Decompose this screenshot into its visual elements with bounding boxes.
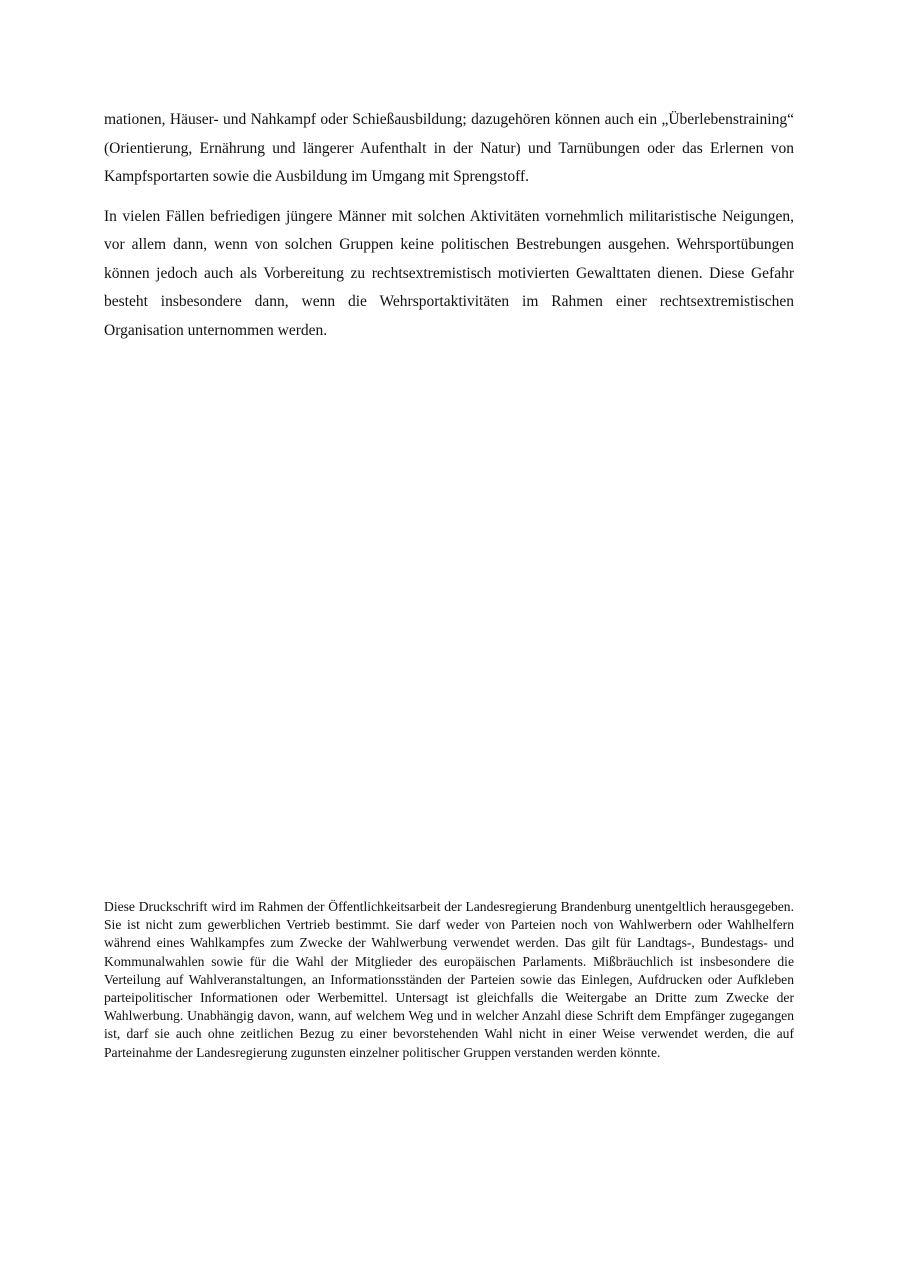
paragraph-training-activities: mationen, Häuser- und Nahkampf oder Schießausbildung; dazugehören können auch ein „Überlebenstraining“ (Orientierung, Ernährung und längerer Aufenthalt in der Natur) und Tarnübungen oder das Erlernen von Kampfsportarten sowie die Ausbildung im Umgang mit Sprengstoff. (104, 111, 794, 185)
body-text (104, 106, 794, 345)
distribution-notice: Diese Druckschrift wird im Rahmen der Öffentlichkeitsarbeit der Landesregierung Brandenburg unentgeltlich herausgegeben. Sie ist nicht zum gewerblichen Vertrieb bestimmt. Sie darf weder von Parteien noch von Wahlwerbern oder Wahlhelfern während eines Wahlkampfes zum Zwecke der Wahlwerbung verwendet werden. Das gilt für Landtags-, Bundestags- und Kommunalwahlen sowie für die Wahl der Mitglieder des europäischen Parlaments. Mißbräuchlich ist insbesondere die Verteilung auf Wahlveranstaltungen, an Informationsständen der Parteien sowie das Einlegen, Aufdrucken oder Aufkleben parteipolitischer Informationen oder Werbemittel. Untersagt ist gleichfalls die Weitergabe an Dritte zum Zwecke der Wahlwerbung. Unabhängig davon, wann, auf welchem Weg und in welcher Anzahl diese Schrift dem Empfänger zugegangen ist, darf sie auch ohne zeitlichen Bezug zu einer bevorstehenden Wahl nicht in einer Weise verwendet werden, die auf Parteinahme der Landesregierung zugunsten einzelner politischer Gruppen verstanden werden könnte. (104, 899, 794, 1060)
paragraph-militaristic-tendencies: In vielen Fällen befriedigen jüngere Männer mit solchen Aktivitäten vornehmlich militaristische Neigungen, vor allem dann, wenn von solchen Gruppen keine politischen Bestrebungen ausgehen. Wehrsportübungen können jedoch auch als Vorbereitung zu rechtsextremistisch motivierten Gewalttaten dienen. Diese Gefahr besteht insbesondere dann, wenn die Wehrsportaktivitäten im Rahmen einer rechtsextremistischen Organisation unternommen werden. (104, 207, 794, 339)
